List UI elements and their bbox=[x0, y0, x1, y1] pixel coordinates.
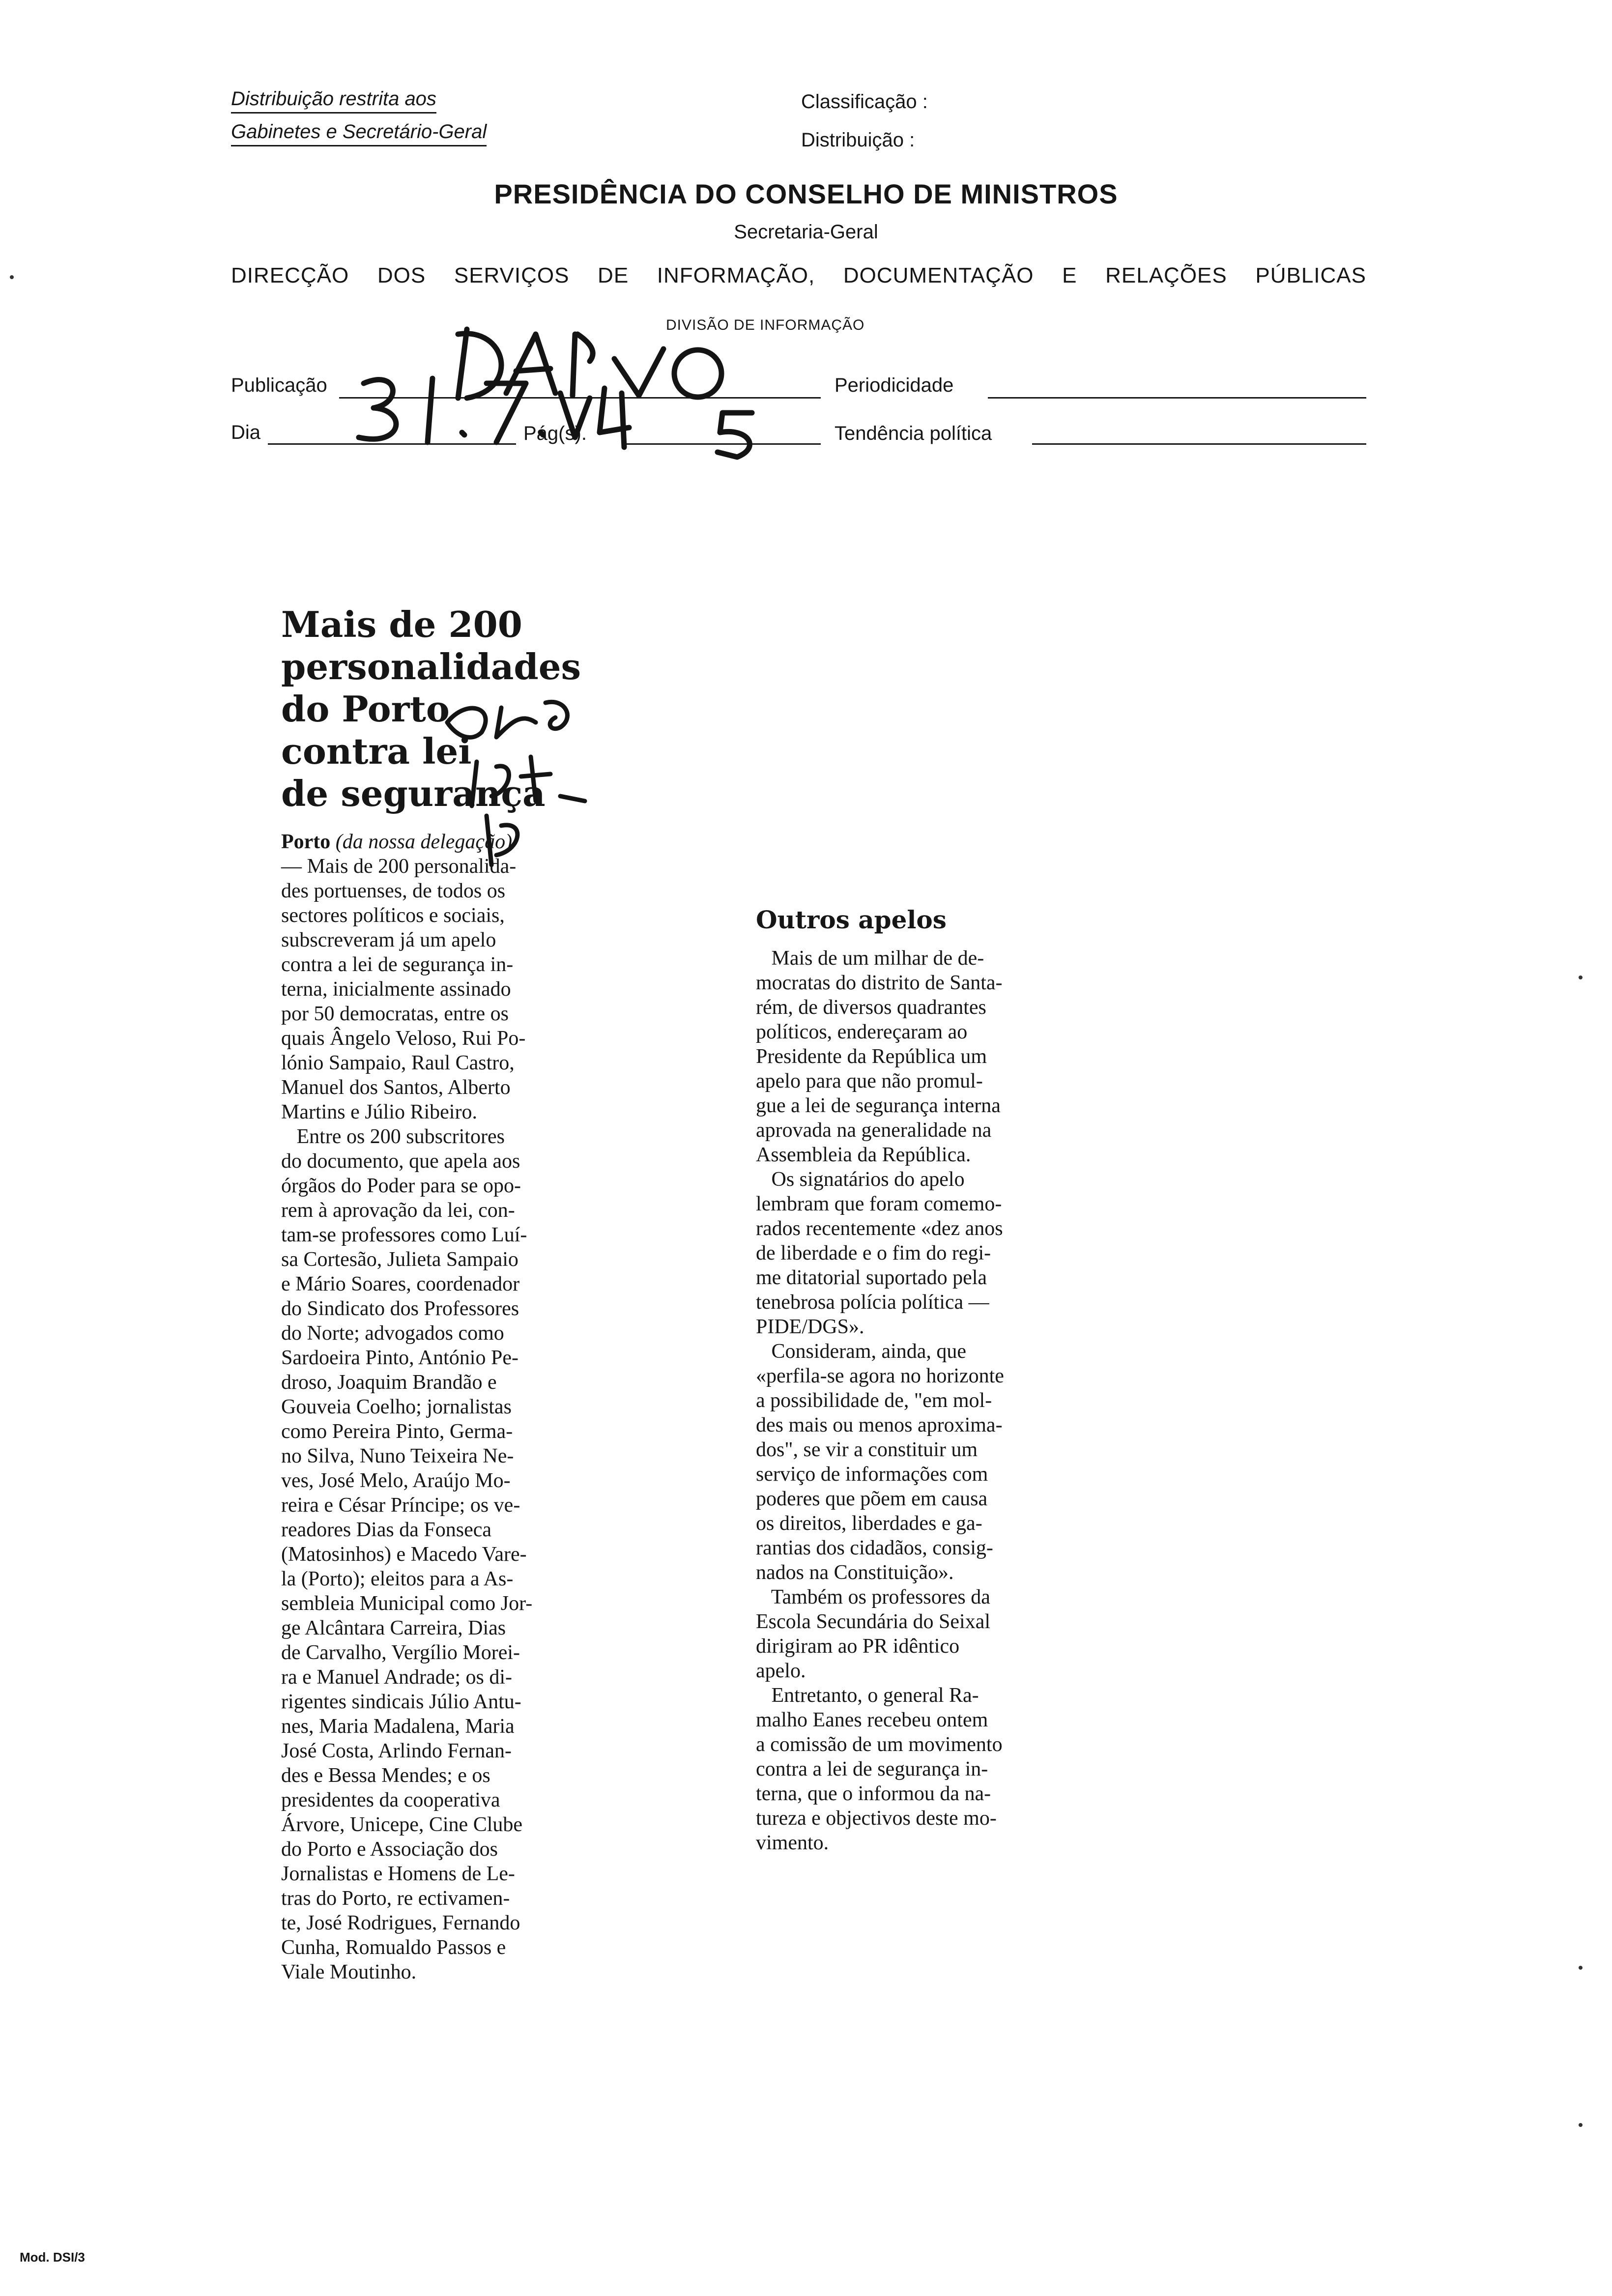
article1-dateline bbox=[281, 830, 620, 854]
publication-label: Publicação bbox=[231, 374, 327, 396]
article1-line: — Mais de 200 personalida- bbox=[281, 855, 517, 878]
article1-line: droso, Joaquim Brandão e bbox=[281, 1371, 497, 1394]
article2-line: lembram que foram comemo- bbox=[756, 1193, 1002, 1215]
day-label: Dia bbox=[231, 422, 261, 443]
article1-line: no Silva, Nuno Teixeira Ne- bbox=[281, 1445, 514, 1467]
handwritten-pages-value bbox=[718, 413, 752, 457]
article2-line: dirigiram ao PR idêntico bbox=[756, 1635, 960, 1658]
headline-line: personalidades bbox=[281, 646, 581, 688]
article2-line: apelo. bbox=[756, 1660, 806, 1682]
article1-line: des portuenses, de todos os bbox=[281, 880, 506, 902]
article2-line: Mais de um milhar de de- bbox=[756, 947, 984, 970]
article1-line: (Matosinhos) e Macedo Vare- bbox=[281, 1543, 527, 1566]
article1-line: Viale Moutinho. bbox=[281, 1961, 417, 1983]
headline-line: de segurança bbox=[281, 773, 546, 814]
article1-line: la (Porto); eleitos para a As- bbox=[281, 1568, 514, 1590]
scan-speck bbox=[1579, 2123, 1583, 2127]
distribution-label: Distribuição : bbox=[801, 129, 915, 151]
article1-line: Sardoeira Pinto, António Pe- bbox=[281, 1347, 518, 1369]
article1-line: readores Dias da Fonseca bbox=[281, 1519, 491, 1541]
article2-line: aprovada na generalidade na bbox=[756, 1119, 992, 1142]
article2-line: serviço de informações com bbox=[756, 1463, 988, 1486]
article2-line: tenebrosa polícia política — bbox=[756, 1291, 989, 1314]
handwritten-publication-value bbox=[458, 329, 721, 398]
article1-line: presidentes da cooperativa bbox=[281, 1789, 500, 1811]
article1-line: e Mário Soares, coordenador bbox=[281, 1273, 520, 1295]
article1-line: te, José Rodrigues, Fernando bbox=[281, 1912, 520, 1934]
article1-line: sectores políticos e sociais, bbox=[281, 904, 505, 927]
article1-line: tam-se professores como Luí- bbox=[281, 1224, 527, 1246]
scan-speck bbox=[1579, 976, 1583, 979]
article2-line: me ditatorial suportado pela bbox=[756, 1266, 987, 1289]
division-label: DIVISÃO DE INFORMAÇÃO bbox=[666, 317, 865, 333]
article2-line: políticos, endereçaram ao bbox=[756, 1021, 968, 1043]
restricted-distribution bbox=[231, 87, 487, 146]
article1-line: Gouveia Coelho; jornalistas bbox=[281, 1396, 512, 1418]
article1-line: subscreveram já um apelo bbox=[281, 929, 496, 951]
article1-line: como Pereira Pinto, Germa- bbox=[281, 1420, 513, 1443]
article1-line: ves, José Melo, Araújo Mo- bbox=[281, 1469, 511, 1492]
article2-line: Presidente da República um bbox=[756, 1045, 987, 1068]
secretariat-subtitle: Secretaria-Geral bbox=[734, 221, 878, 243]
article1-line: por 50 democratas, entre os bbox=[281, 1003, 509, 1025]
restricted-line-1: Distribuição restrita aos bbox=[231, 87, 436, 114]
article2-line: Consideram, ainda, que bbox=[756, 1340, 967, 1363]
article1-line: José Costa, Arlindo Fernan- bbox=[281, 1740, 512, 1762]
tendency-label: Tendência política bbox=[835, 423, 992, 444]
article2-line: apelo para que não promul- bbox=[756, 1070, 983, 1092]
dateline-source: (da nossa delegação) bbox=[335, 831, 513, 853]
article2-line: malho Eanes recebeu ontem bbox=[756, 1709, 988, 1731]
article1-line: ge Alcântara Carreira, Dias bbox=[281, 1617, 506, 1639]
headline-line: do Porto bbox=[281, 688, 450, 730]
article1-line: reira e César Príncipe; os ve- bbox=[281, 1494, 520, 1517]
article2-line: tureza e objectivos deste mo- bbox=[756, 1807, 997, 1830]
article1-line: ra e Manuel Andrade; os di- bbox=[281, 1666, 513, 1689]
article1-line: Árvore, Unicepe, Cine Clube bbox=[281, 1813, 523, 1836]
article2-line: Os signatários do apelo bbox=[756, 1168, 965, 1191]
periodicity-line bbox=[988, 397, 1366, 399]
article2-line: rantias dos cidadãos, consig- bbox=[756, 1537, 993, 1559]
article2-line: rados recentemente «dez anos bbox=[756, 1217, 1003, 1240]
article2-line: des mais ou menos aproxima- bbox=[756, 1414, 1003, 1436]
article1-line: de Carvalho, Vergílio Morei- bbox=[281, 1641, 520, 1664]
article2-line: Entretanto, o general Ra- bbox=[756, 1684, 979, 1707]
article1-line: terna, inicialmente assinado bbox=[281, 978, 511, 1001]
article1-line: sa Cortesão, Julieta Sampaio bbox=[281, 1248, 518, 1271]
pages-label: Pág(s). bbox=[523, 423, 587, 444]
article2-body bbox=[756, 946, 1100, 1855]
article1-line: lónio Sampaio, Raul Castro, bbox=[281, 1052, 515, 1074]
article2-line: rém, de diversos quadrantes bbox=[756, 996, 986, 1019]
article1-line: Martins e Júlio Ribeiro. bbox=[281, 1101, 477, 1123]
article1-body bbox=[281, 830, 620, 1984]
scan-speck bbox=[1579, 1966, 1583, 1970]
article2-line: PIDE/DGS». bbox=[756, 1316, 864, 1338]
article1-line: quais Ângelo Veloso, Rui Po- bbox=[281, 1027, 526, 1050]
article1-line: nes, Maria Madalena, Maria bbox=[281, 1715, 515, 1738]
article2-line: os direitos, liberdades e ga- bbox=[756, 1512, 982, 1535]
article1-line: des e Bessa Mendes; e os bbox=[281, 1764, 490, 1787]
article1-line: órgãos do Poder para se opo- bbox=[281, 1175, 521, 1197]
scan-speck bbox=[10, 275, 14, 279]
model-code: Mod. DSI/3 bbox=[20, 2250, 85, 2265]
article1-line: do documento, que apela aos bbox=[281, 1150, 520, 1173]
article2-line: vimento. bbox=[756, 1832, 829, 1854]
article2-line: Escola Secundária do Seixal bbox=[756, 1610, 991, 1633]
article1-line: Entre os 200 subscritores bbox=[281, 1125, 505, 1148]
article2-line: «perfila-se agora no horizonte bbox=[756, 1365, 1004, 1387]
article1-line: contra a lei de segurança in- bbox=[281, 953, 514, 976]
article1-line: Cunha, Romualdo Passos e bbox=[281, 1936, 506, 1959]
article1-line: do Norte; advogados como bbox=[281, 1322, 504, 1345]
article2-subhead: Outros apelos bbox=[756, 905, 947, 934]
classification-label: Classificação : bbox=[801, 91, 928, 113]
handwritten-day-value bbox=[359, 378, 629, 447]
article2-line: contra a lei de segurança in- bbox=[756, 1758, 988, 1780]
directorate-line: DIRECÇÃO DOS SERVIÇOS DE INFORMAÇÃO, DOCUMENTAÇÃO E RELAÇÕES PÚBLICAS bbox=[231, 263, 1366, 287]
headline-line: contra lei bbox=[281, 730, 472, 772]
article1-line: do Sindicato dos Professores bbox=[281, 1297, 519, 1320]
handwritten-form-entries bbox=[344, 315, 835, 462]
headline-line: Mais de 200 bbox=[281, 603, 522, 645]
article1-line: Manuel dos Santos, Alberto bbox=[281, 1076, 511, 1099]
periodicity-label: Periodicidade bbox=[835, 374, 954, 396]
article2-line: gue a lei de segurança interna bbox=[756, 1094, 1001, 1117]
article2-line: mocratas do distrito de Santa- bbox=[756, 972, 1003, 994]
dateline-place: Porto bbox=[281, 831, 331, 853]
article2-line: Também os professores da bbox=[756, 1586, 990, 1608]
article1-line: rem à aprovação da lei, con- bbox=[281, 1199, 515, 1222]
article1-line: sembleia Municipal como Jor- bbox=[281, 1592, 533, 1615]
article2-line: Assembleia da República. bbox=[756, 1144, 971, 1166]
article1-line: tras do Porto, re ectivamen- bbox=[281, 1887, 510, 1910]
article2-line: de liberdade e o fim do regi- bbox=[756, 1242, 991, 1264]
article1-line: rigentes sindicais Júlio Antu- bbox=[281, 1691, 521, 1713]
article2-line: poderes que põem em causa bbox=[756, 1488, 988, 1510]
article1-line: do Porto e Associação dos bbox=[281, 1838, 498, 1861]
presidency-title: PRESIDÊNCIA DO CONSELHO DE MINISTROS bbox=[494, 178, 1118, 209]
article2-line: nados na Constituição». bbox=[756, 1561, 954, 1584]
article2-line: a possibilidade de, "em mol- bbox=[756, 1389, 992, 1412]
article2-line: dos", se vir a constituir um bbox=[756, 1438, 978, 1461]
article2-line: a comissão de um movimento bbox=[756, 1733, 1003, 1756]
tendency-line bbox=[1032, 443, 1366, 445]
article1-line: Jornalistas e Homens de Le- bbox=[281, 1863, 515, 1885]
restricted-line-2: Gabinetes e Secretário-Geral bbox=[231, 120, 487, 146]
article2-line: terna, que o informou da na- bbox=[756, 1782, 991, 1805]
